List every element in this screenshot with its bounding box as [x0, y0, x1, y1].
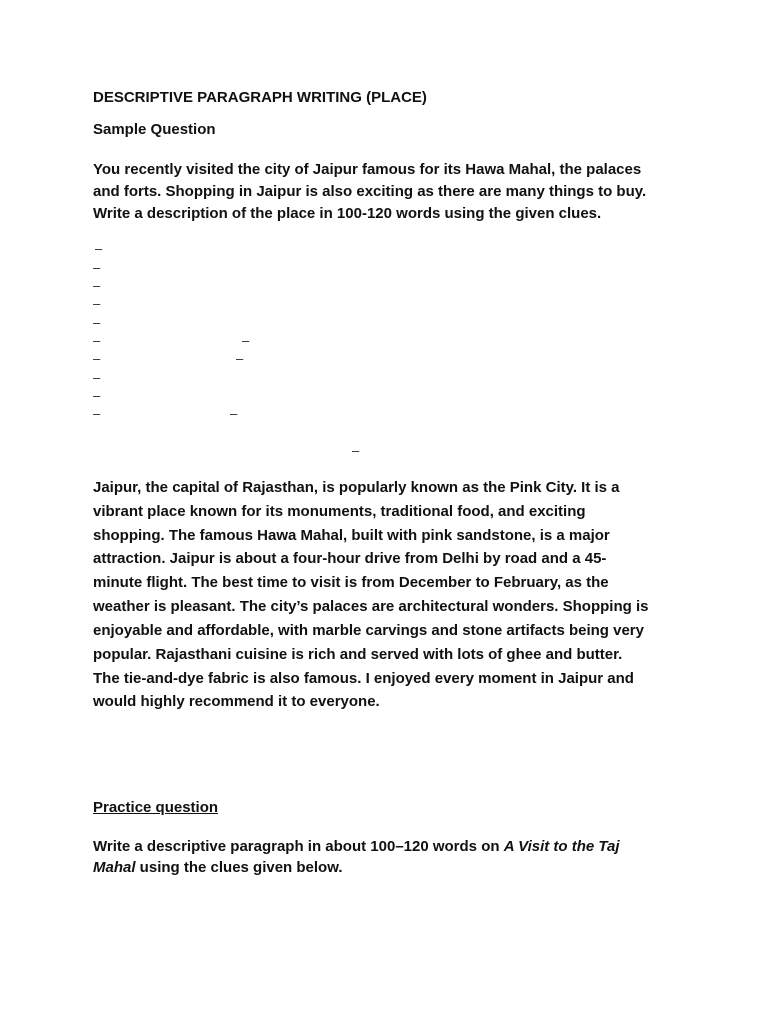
clue-dash: –: [236, 351, 244, 366]
answer-line: The tie-and-dye fabric is also famous. I enjoyed every moment in Jaipur and: [93, 670, 634, 687]
practice-line-text: using the clues given below.: [135, 859, 343, 876]
answer-line: would highly recommend it to everyone.: [93, 693, 380, 710]
question-line: Write a description of the place in 100-120 words using the given clues.: [93, 205, 602, 222]
page-heading: DESCRIPTIVE PARAGRAPH WRITING (PLACE): [93, 89, 427, 106]
clue-dash: –: [242, 333, 250, 348]
clue-dash: –: [93, 278, 101, 293]
answer-line: attraction. Jaipur is about a four-hour drive from Delhi by road and a 45-: [93, 550, 607, 567]
answer-line: weather is pleasant. The city’s palaces are architectural wonders. Shopping is: [93, 598, 649, 615]
practice-line: [93, 859, 343, 876]
clue-dash: –: [352, 443, 360, 458]
sample-question-label: Sample Question: [93, 121, 216, 138]
answer-line: popular. Rajasthani cuisine is rich and served with lots of ghee and butter.: [93, 646, 623, 663]
clue-dash: –: [93, 388, 101, 403]
answer-line: Jaipur, the capital of Rajasthan, is popularly known as the Pink City. It is a: [93, 479, 620, 496]
clue-dash: –: [93, 315, 101, 330]
answer-line: shopping. The famous Hawa Mahal, built with pink sandstone, is a major: [93, 527, 610, 544]
answer-line: enjoyable and affordable, with marble carvings and stone artifacts being very: [93, 622, 644, 639]
clue-dash: –: [95, 241, 103, 256]
clue-dash: –: [93, 406, 101, 421]
answer-line: minute flight. The best time to visit is from December to February, as the: [93, 574, 609, 591]
clue-dash: –: [93, 370, 101, 385]
answer-line: vibrant place known for its monuments, traditional food, and exciting: [93, 503, 586, 520]
practice-line-text: Write a descriptive paragraph in about 100–120 words on: [93, 838, 504, 855]
clue-dash: –: [93, 296, 101, 311]
clue-dash: –: [93, 333, 101, 348]
clue-dash: –: [93, 260, 101, 275]
practice-question-label: Practice question: [93, 799, 219, 816]
clue-dash: –: [93, 351, 101, 366]
practice-line: [93, 838, 620, 855]
question-line: You recently visited the city of Jaipur famous for its Hawa Mahal, the palaces: [93, 161, 642, 178]
question-line: and forts. Shopping in Jaipur is also exciting as there are many things to buy.: [93, 183, 647, 200]
practice-title-part: Mahal: [93, 859, 136, 876]
practice-title-part: A Visit to the Taj: [503, 838, 620, 855]
clue-dash: –: [230, 406, 238, 421]
